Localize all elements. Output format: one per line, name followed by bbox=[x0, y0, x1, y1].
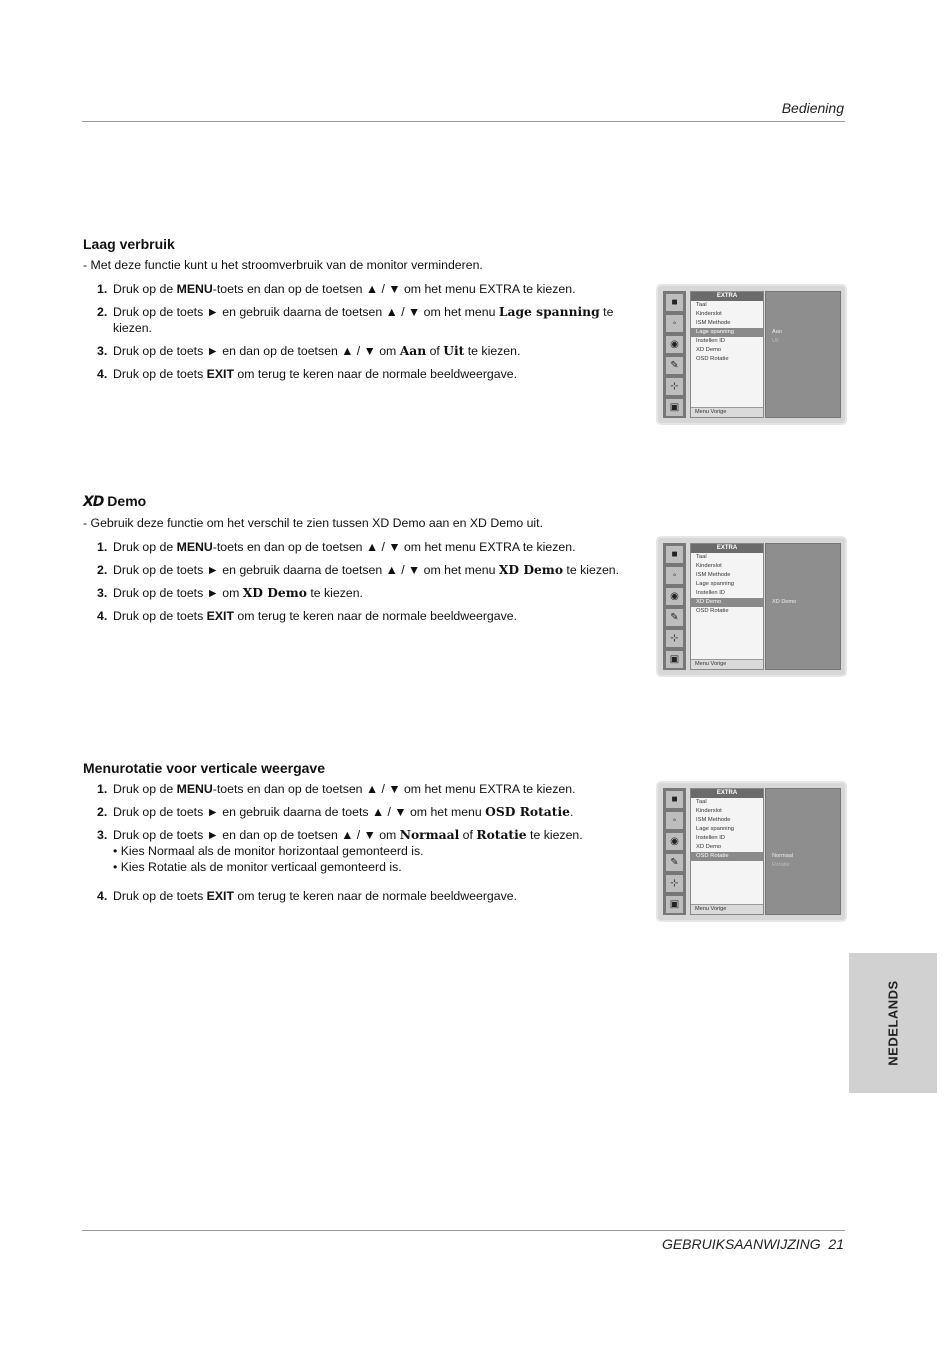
osd-tab-icon: ◦ bbox=[666, 567, 683, 584]
osd-menu-item: ISM Methode bbox=[696, 572, 731, 578]
step: 1. Druk op de MENU-toets en dan op de toetsen ▲ / ▼ om het menu EXTRA te kiezen. bbox=[97, 782, 576, 796]
osd-menu-item: XD Demo bbox=[696, 844, 722, 850]
osd-screenshot bbox=[658, 538, 845, 675]
language-tab: NEDELANDS bbox=[849, 953, 937, 1093]
xd-logo: XD bbox=[83, 494, 104, 510]
osd-menu-footer: Menu Vorige bbox=[691, 659, 763, 669]
step: 2. Druk op de toets ► en gebruik daarna de toetsen ▲ / ▼ om het menu XD Demo te kiezen. bbox=[97, 562, 620, 577]
step: 2. Druk op de toets ► en gebruik daarna de toets ▲ / ▼ om het menu OSD Rotatie. bbox=[97, 804, 574, 819]
osd-menu-item: OSD Rotatie bbox=[696, 608, 729, 614]
osd-option: Rotatie bbox=[772, 862, 790, 868]
osd-option: Uit bbox=[772, 338, 779, 344]
osd-tab-icon: ✎ bbox=[666, 854, 683, 871]
header-rule bbox=[82, 121, 845, 122]
osd-menu-item: Instellen ID bbox=[696, 835, 725, 841]
osd-screenshot bbox=[658, 286, 845, 423]
sub-bullet: • Kies Rotatie als de monitor verticaal gemonteerd is. bbox=[113, 860, 402, 874]
sub-bullet: • Kies Normaal als de monitor horizontaal gemonteerd is. bbox=[113, 844, 424, 858]
osd-tab-icon: ■ bbox=[666, 546, 683, 563]
osd-tab-icon: ▣ bbox=[666, 651, 683, 668]
osd-menu-item: Taal bbox=[696, 554, 707, 560]
osd-option-panel bbox=[765, 543, 841, 670]
osd-menu-item: XD Demo bbox=[696, 347, 722, 353]
osd-menu-title: EXTRA bbox=[691, 544, 763, 553]
osd-tab-icon: ✎ bbox=[666, 357, 683, 374]
step: 1. Druk op de MENU-toets en dan op de toetsen ▲ / ▼ om het menu EXTRA te kiezen. bbox=[97, 282, 576, 296]
osd-tab-icon: ■ bbox=[666, 791, 683, 808]
osd-tab-icon: ◦ bbox=[666, 315, 683, 332]
osd-menu-title: EXTRA bbox=[691, 789, 763, 798]
osd-menu bbox=[690, 291, 764, 418]
osd-tab-icon: ✎ bbox=[666, 609, 683, 626]
osd-menu-item: Lage spanning bbox=[696, 581, 735, 587]
osd-menu-item: Kinderslot bbox=[696, 563, 722, 569]
osd-menu-item: Instellen ID bbox=[696, 590, 725, 596]
section-menurotatie bbox=[83, 760, 628, 911]
osd-tab-icon: ⊹ bbox=[666, 875, 683, 892]
osd-icon-bar bbox=[663, 543, 686, 670]
osd-menu-item: Lage spanning bbox=[691, 328, 763, 337]
footer-rule bbox=[82, 1230, 845, 1231]
osd-menu-item: OSD Rotatie bbox=[696, 356, 729, 362]
section-xd-demo bbox=[83, 493, 628, 631]
section-title: XD Demo bbox=[83, 493, 147, 510]
running-footer: GEBRUIKSAANWIJZING 21 bbox=[661, 1236, 844, 1252]
osd-menu-item: Lage spanning bbox=[696, 826, 735, 832]
osd-menu-item: Taal bbox=[696, 799, 707, 805]
osd-menu-item: Kinderslot bbox=[696, 311, 722, 317]
section-title: Laag verbruik bbox=[83, 236, 175, 252]
step: 2. Druk op de toets ► en gebruik daarna de toetsen ▲ / ▼ om het menu Lage spanning te kiezen. bbox=[97, 304, 614, 335]
step: 4. Druk op de toets EXIT om terug te keren naar de normale beeldweergave. bbox=[97, 889, 517, 903]
osd-tab-icon: ◦ bbox=[666, 812, 683, 829]
step: 4. Druk op de toets EXIT om terug te keren naar de normale beeldweergave. bbox=[97, 609, 517, 623]
osd-menu-title: EXTRA bbox=[691, 292, 763, 301]
step: 3. Druk op de toets ► en dan op de toetsen ▲ / ▼ om Aan of Uit te kiezen. bbox=[97, 343, 521, 358]
section-intro: - Met deze functie kunt u het stroomverbruik van de monitor verminderen. bbox=[83, 258, 483, 272]
osd-menu-item: Instellen ID bbox=[696, 338, 725, 344]
osd-menu-footer: Menu Vorige bbox=[691, 407, 763, 417]
osd-menu-item: OSD Rotatie bbox=[691, 852, 763, 861]
step: 3. Druk op de toets ► en dan op de toetsen ▲ / ▼ om Normaal of Rotatie te kiezen. • Kies Normaal als de monitor horizontaal gemonteerd is. • Kies Rotatie als de monitor verticaal gemonteerd is. bbox=[83, 827, 628, 875]
osd-option-panel bbox=[765, 788, 841, 915]
osd-tab-icon: ◉ bbox=[666, 833, 683, 850]
osd-tab-icon: ⊹ bbox=[666, 378, 683, 395]
step: 4. Druk op de toets EXIT om terug te keren naar de normale beeldweergave. bbox=[97, 367, 517, 381]
osd-menu-item: XD Demo bbox=[691, 598, 763, 607]
osd-tab-icon: ▣ bbox=[666, 399, 683, 416]
osd-menu-item: Kinderslot bbox=[696, 808, 722, 814]
osd-icon-bar bbox=[663, 291, 686, 418]
step: 1. Druk op de MENU-toets en dan op de toetsen ▲ / ▼ om het menu EXTRA te kiezen. bbox=[97, 540, 576, 554]
running-header: Bediening bbox=[781, 100, 844, 116]
osd-tab-icon: ■ bbox=[666, 294, 683, 311]
osd-menu-item: ISM Methode bbox=[696, 320, 731, 326]
osd-option-panel bbox=[765, 291, 841, 418]
osd-menu-footer: Menu Vorige bbox=[691, 904, 763, 914]
osd-menu bbox=[690, 788, 764, 915]
section-intro: - Gebruik deze functie om het verschil te zien tussen XD Demo aan en XD Demo uit. bbox=[83, 516, 543, 530]
step: 3. Druk op de toets ► om XD Demo te kiezen. bbox=[97, 585, 363, 600]
osd-menu-item: ISM Methode bbox=[696, 817, 731, 823]
osd-option: XD Demo bbox=[772, 599, 797, 605]
osd-menu bbox=[690, 543, 764, 670]
section-laag-verbruik bbox=[83, 236, 628, 389]
osd-tab-icon: ▣ bbox=[666, 896, 683, 913]
osd-tab-icon: ⊹ bbox=[666, 630, 683, 647]
osd-option: Normaal bbox=[772, 853, 794, 859]
osd-icon-bar bbox=[663, 788, 686, 915]
osd-screenshot bbox=[658, 783, 845, 920]
osd-menu-item: Taal bbox=[696, 302, 707, 308]
section-title: Menurotatie voor verticale weergave bbox=[83, 760, 325, 776]
osd-tab-icon: ◉ bbox=[666, 336, 683, 353]
osd-option: Aan bbox=[772, 329, 782, 335]
osd-tab-icon: ◉ bbox=[666, 588, 683, 605]
